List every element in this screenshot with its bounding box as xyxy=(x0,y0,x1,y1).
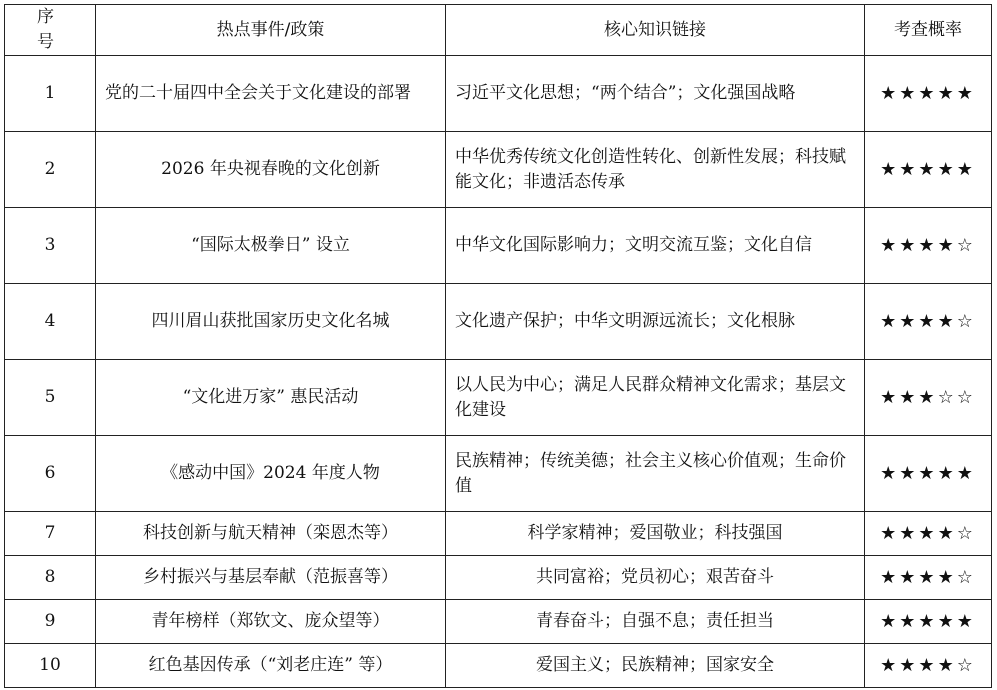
row-number: 6 xyxy=(5,436,96,512)
table-row xyxy=(5,644,992,688)
row-number: 8 xyxy=(5,556,96,600)
row-number: 10 xyxy=(5,644,96,688)
row-knowledge: 习近平文化思想；“两个结合”；文化强国战略 xyxy=(446,56,865,132)
header-knowledge: 核心知识链接 xyxy=(446,5,865,56)
row-knowledge: 民族精神；传统美德；社会主义核心价值观；生命价值 xyxy=(446,436,865,512)
row-event: 《感动中国》2024 年度人物 xyxy=(96,436,446,512)
row-event: 乡村振兴与基层奉献（范振喜等） xyxy=(96,556,446,600)
row-number: 9 xyxy=(5,600,96,644)
table-header-row xyxy=(5,5,992,56)
row-stars-rating: ★★★★☆ xyxy=(865,644,992,688)
header-probability: 考查概率 xyxy=(865,5,992,56)
table-row xyxy=(5,436,992,512)
table-row xyxy=(5,360,992,436)
row-event: “国际太极拳日” 设立 xyxy=(96,208,446,284)
row-number: 4 xyxy=(5,284,96,360)
row-stars-rating: ★★★★☆ xyxy=(865,556,992,600)
table-row xyxy=(5,600,992,644)
row-number: 1 xyxy=(5,56,96,132)
table-row xyxy=(5,208,992,284)
table-row xyxy=(5,132,992,208)
row-stars-rating: ★★★☆☆ xyxy=(865,360,992,436)
header-event: 热点事件/政策 xyxy=(96,5,446,56)
hot-events-table xyxy=(4,4,992,688)
row-knowledge: 青春奋斗；自强不息；责任担当 xyxy=(446,600,865,644)
row-event: 青年榜样（郑钦文、庞众望等） xyxy=(96,600,446,644)
table-row xyxy=(5,556,992,600)
row-event: 四川眉山获批国家历史文化名城 xyxy=(96,284,446,360)
row-event: “文化进万家” 惠民活动 xyxy=(96,360,446,436)
row-number: 5 xyxy=(5,360,96,436)
row-stars-rating: ★★★★☆ xyxy=(865,284,992,360)
table-row xyxy=(5,284,992,360)
row-knowledge: 共同富裕；党员初心；艰苦奋斗 xyxy=(446,556,865,600)
row-number: 3 xyxy=(5,208,96,284)
row-knowledge: 文化遗产保护；中华文明源远流长；文化根脉 xyxy=(446,284,865,360)
row-knowledge: 以人民为中心；满足人民群众精神文化需求；基层文化建设 xyxy=(446,360,865,436)
row-stars-rating: ★★★★★ xyxy=(865,132,992,208)
row-stars-rating: ★★★★☆ xyxy=(865,512,992,556)
row-knowledge: 科学家精神；爱国敬业；科技强国 xyxy=(446,512,865,556)
row-number: 7 xyxy=(5,512,96,556)
row-knowledge: 爱国主义；民族精神；国家安全 xyxy=(446,644,865,688)
row-knowledge: 中华文化国际影响力；文明交流互鉴；文化自信 xyxy=(446,208,865,284)
header-seq: 序号 xyxy=(5,5,96,56)
row-stars-rating: ★★★★★ xyxy=(865,56,992,132)
row-event: 科技创新与航天精神（栾恩杰等） xyxy=(96,512,446,556)
row-event: 2026 年央视春晚的文化创新 xyxy=(96,132,446,208)
row-stars-rating: ★★★★★ xyxy=(865,600,992,644)
table-row xyxy=(5,512,992,556)
table-row xyxy=(5,56,992,132)
row-knowledge: 中华优秀传统文化创造性转化、创新性发展；科技赋能文化；非遗活态传承 xyxy=(446,132,865,208)
row-number: 2 xyxy=(5,132,96,208)
row-event: 红色基因传承（“刘老庄连” 等） xyxy=(96,644,446,688)
row-event: 党的二十届四中全会关于文化建设的部署 xyxy=(96,56,446,132)
row-stars-rating: ★★★★☆ xyxy=(865,208,992,284)
row-stars-rating: ★★★★★ xyxy=(865,436,992,512)
